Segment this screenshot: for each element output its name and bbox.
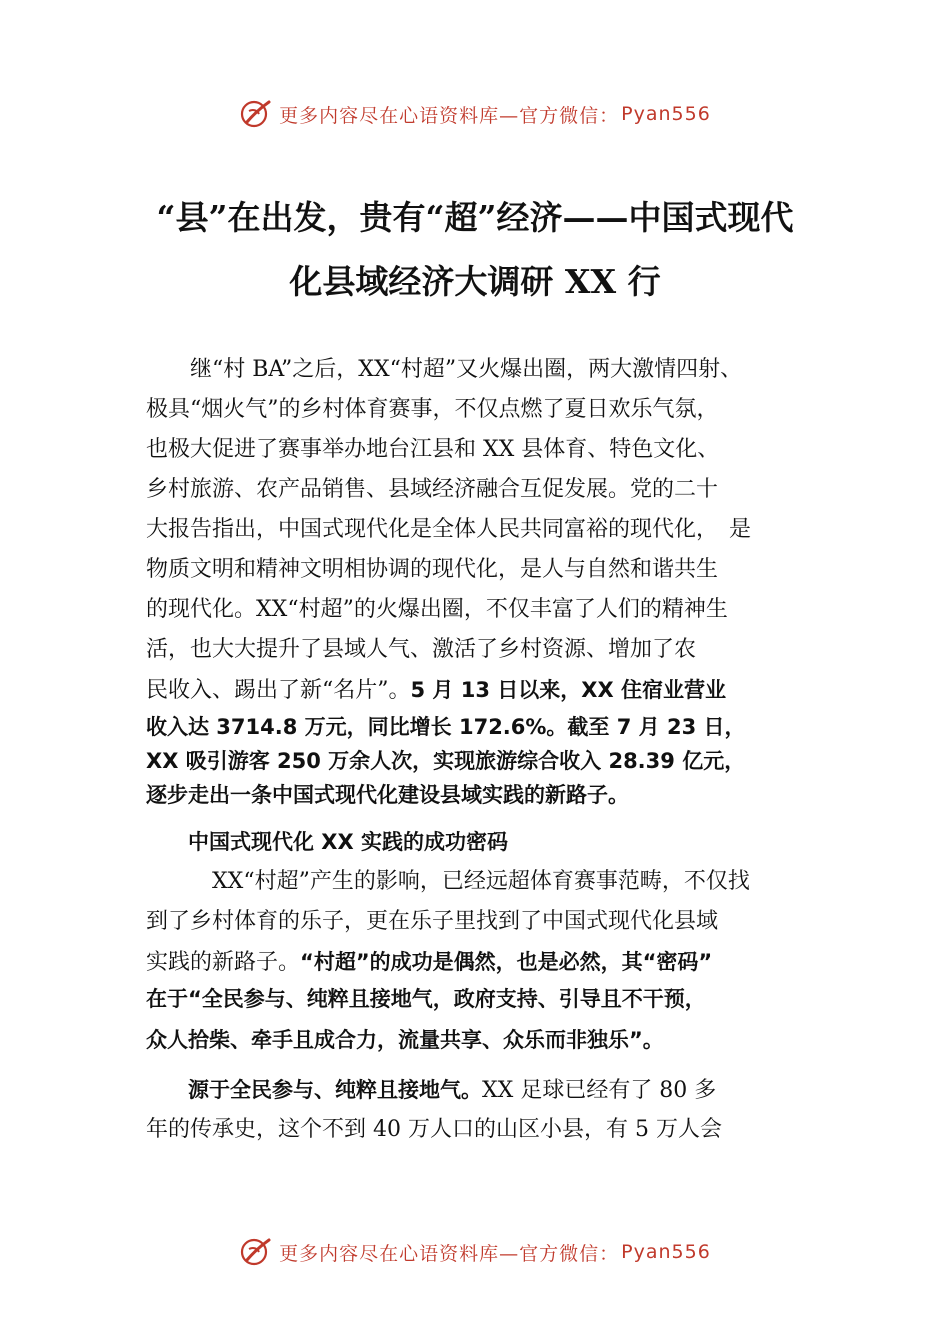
body-line	[146, 670, 822, 710]
body-text: XX 足球已经有了 80 多	[482, 1078, 717, 1103]
emphasis-text: 源于全民参与、纯粹且接地气。	[146, 1078, 482, 1102]
body-line: 极具“烟火气”的乡村体育赛事，不仅点燃了夏日欢乐气氛，	[146, 397, 719, 422]
body-line	[146, 942, 822, 982]
body-line: 年的传承史，这个不到 40 万人口的山区小县，有 5 万人会	[146, 1117, 722, 1142]
body-line: 大报告指出，中国式现代化是全体人民共同富裕的现代化， 是	[146, 517, 752, 542]
body-line: 也极大促进了赛事举办地台江县和 XX 县体育、特色文化、	[146, 437, 720, 462]
body-line: 物质文明和精神文明相协调的现代化，是人与自然和谐共生	[146, 557, 719, 582]
emphasis-text: 5 月 13 日以来，XX 住宿业营业	[410, 678, 726, 702]
emphasis-line: 收入达 3714.8 万元，同比增长 172.6%。截至 7 月 23 日，	[146, 715, 746, 739]
emphasis-line: 逐步走出一条中国式现代化建设县域实践的新路子。	[146, 783, 629, 807]
body-line	[146, 1070, 822, 1110]
document-title	[130, 186, 820, 314]
emphasis-text: “村超”的成功是偶然，也是必然，其“密码”	[300, 950, 713, 974]
body-line: 到了乡村体育的乐子，更在乐子里找到了中国式现代化县域	[146, 909, 719, 934]
emphasis-line: XX 吸引游客 250 万余人次，实现旅游综合收入 28.39 亿元，	[146, 749, 746, 773]
watermark-text: 更多内容尽在心语资料库—官方微信：	[279, 104, 620, 127]
section-heading: 中国式现代化 XX 实践的成功密码	[146, 830, 509, 854]
watermark-handle: Pyan556	[621, 1241, 711, 1263]
title-line-2: 化县域经济大调研 XX 行	[289, 262, 661, 301]
body-line: 乡村旅游、农产品销售、县域经济融合互促发展。党的二十	[146, 477, 719, 502]
brush-logo-icon	[239, 1235, 273, 1269]
watermark-handle: Pyan556	[621, 103, 711, 125]
body-text: 民收入、踢出了新“名片”。	[146, 678, 411, 703]
watermark-footer	[0, 1232, 950, 1272]
body-line: XX“村超”产生的影响，已经远超体育赛事范畴，不仅找	[146, 869, 750, 894]
body-line: 的现代化。XX“村超”的火爆出圈，不仅丰富了人们的精神生	[146, 597, 728, 622]
body-text: 实践的新路子。	[146, 950, 301, 975]
brush-logo-icon	[239, 97, 273, 131]
title-line-1: “县”在出发，贵有“超”经济——中国式现代	[156, 198, 794, 237]
body-line: 活，也大大提升了县域人气、激活了乡村资源、增加了农	[146, 637, 697, 662]
emphasis-line: 在于“全民参与、纯粹且接地气，政府支持、引导且不干预，	[146, 987, 706, 1011]
body-line: 继“村 BA”之后，XX“村超”又火爆出圈，两大激情四射、	[146, 357, 743, 382]
document-body	[146, 350, 822, 1150]
watermark-header	[0, 94, 950, 134]
emphasis-line: 众人拾柴、牵手且成合力，流量共享、众乐而非独乐”。	[146, 1028, 664, 1052]
watermark-text: 更多内容尽在心语资料库—官方微信：	[279, 1242, 620, 1265]
